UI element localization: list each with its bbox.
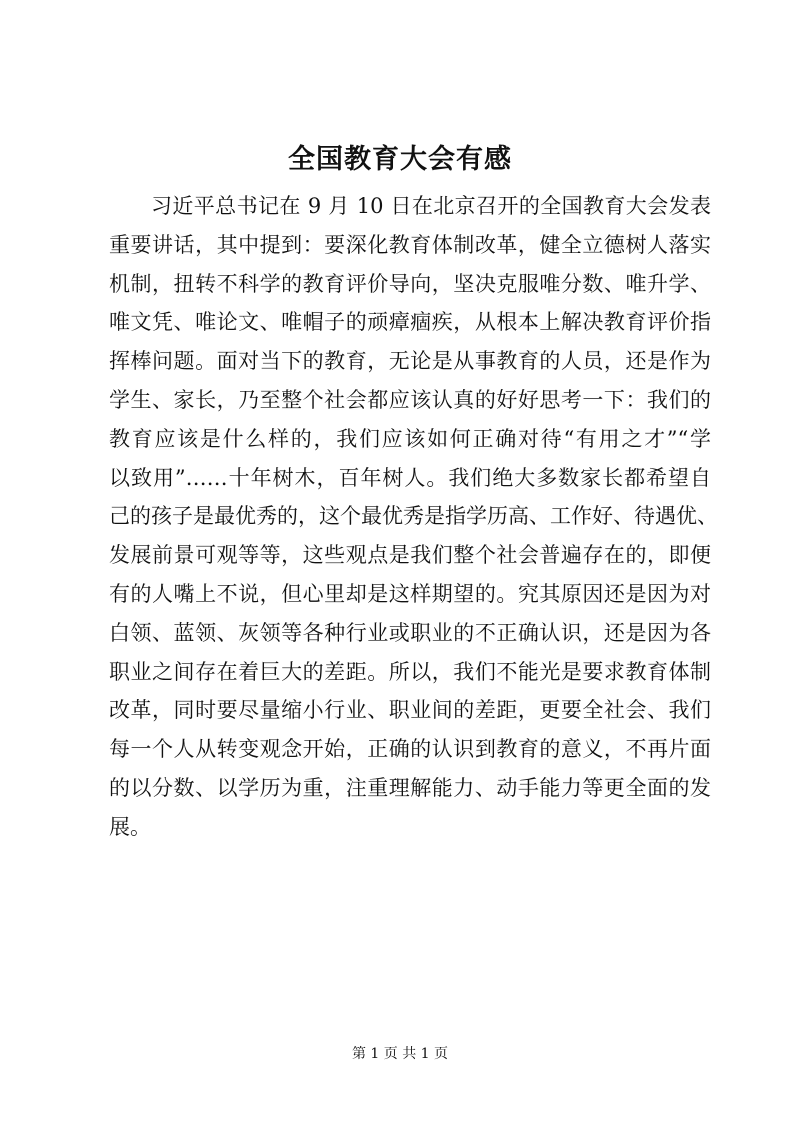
paragraph-line: 挥棒问题。面对当下的教育，无论是从事教育的人员，还是作为 <box>109 349 711 374</box>
paragraph-line: 己的孩子是最优秀的，这个最优秀是指学历高、工作好、待遇优、 <box>109 504 718 529</box>
paragraph-line: 发展前景可观等等，这些观点是我们整个社会普遍存在的，即便 <box>109 543 711 568</box>
page-footer: 第 1 页 共 1 页 <box>351 1046 449 1062</box>
document-body <box>109 187 718 847</box>
paragraph-line: 唯文凭、唯论文、唯帽子的顽瘴痼疾，从根本上解决教育评价指 <box>109 310 711 335</box>
paragraph-line: 改革，同时要尽量缩小行业、职业间的差距，更要全社会、我们 <box>109 698 711 723</box>
paragraph-line: 机制，扭转不科学的教育评价导向，坚决克服唯分数、唯升学、 <box>109 271 711 296</box>
document-title: 全国教育大会有感 <box>288 144 512 175</box>
paragraph-line: 白领、蓝领、灰领等各种行业或职业的不正确认识，还是因为各 <box>109 620 711 645</box>
paragraph-line: 以致用”……十年树木，百年树人。我们绝大多数家长都希望自 <box>109 465 711 490</box>
paragraph-line: 的以分数、以学历为重，注重理解能力、动手能力等更全面的发 <box>109 775 711 800</box>
paragraph-line: 展。 <box>109 814 151 839</box>
paragraph-line: 习近平总书记在 9 月 10 日在北京召开的全国教育大会发表 <box>151 194 711 218</box>
paragraph-line: 重要讲话，其中提到：要深化教育体制改革，健全立德树人落实 <box>109 232 711 257</box>
paragraph-line: 每一个人从转变观念开始，正确的认识到教育的意义，不再片面 <box>109 737 711 762</box>
paragraph-line: 职业之间存在着巨大的差距。所以，我们不能光是要求教育体制 <box>109 659 711 684</box>
paragraph-line: 学生、家长，乃至整个社会都应该认真的好好思考一下：我们的 <box>109 387 711 412</box>
paragraph-line: 教育应该是什么样的，我们应该如何正确对待“有用之才”“学 <box>109 426 711 451</box>
paragraph-line: 有的人嘴上不说，但心里却是这样期望的。究其原因还是因为对 <box>109 581 711 606</box>
